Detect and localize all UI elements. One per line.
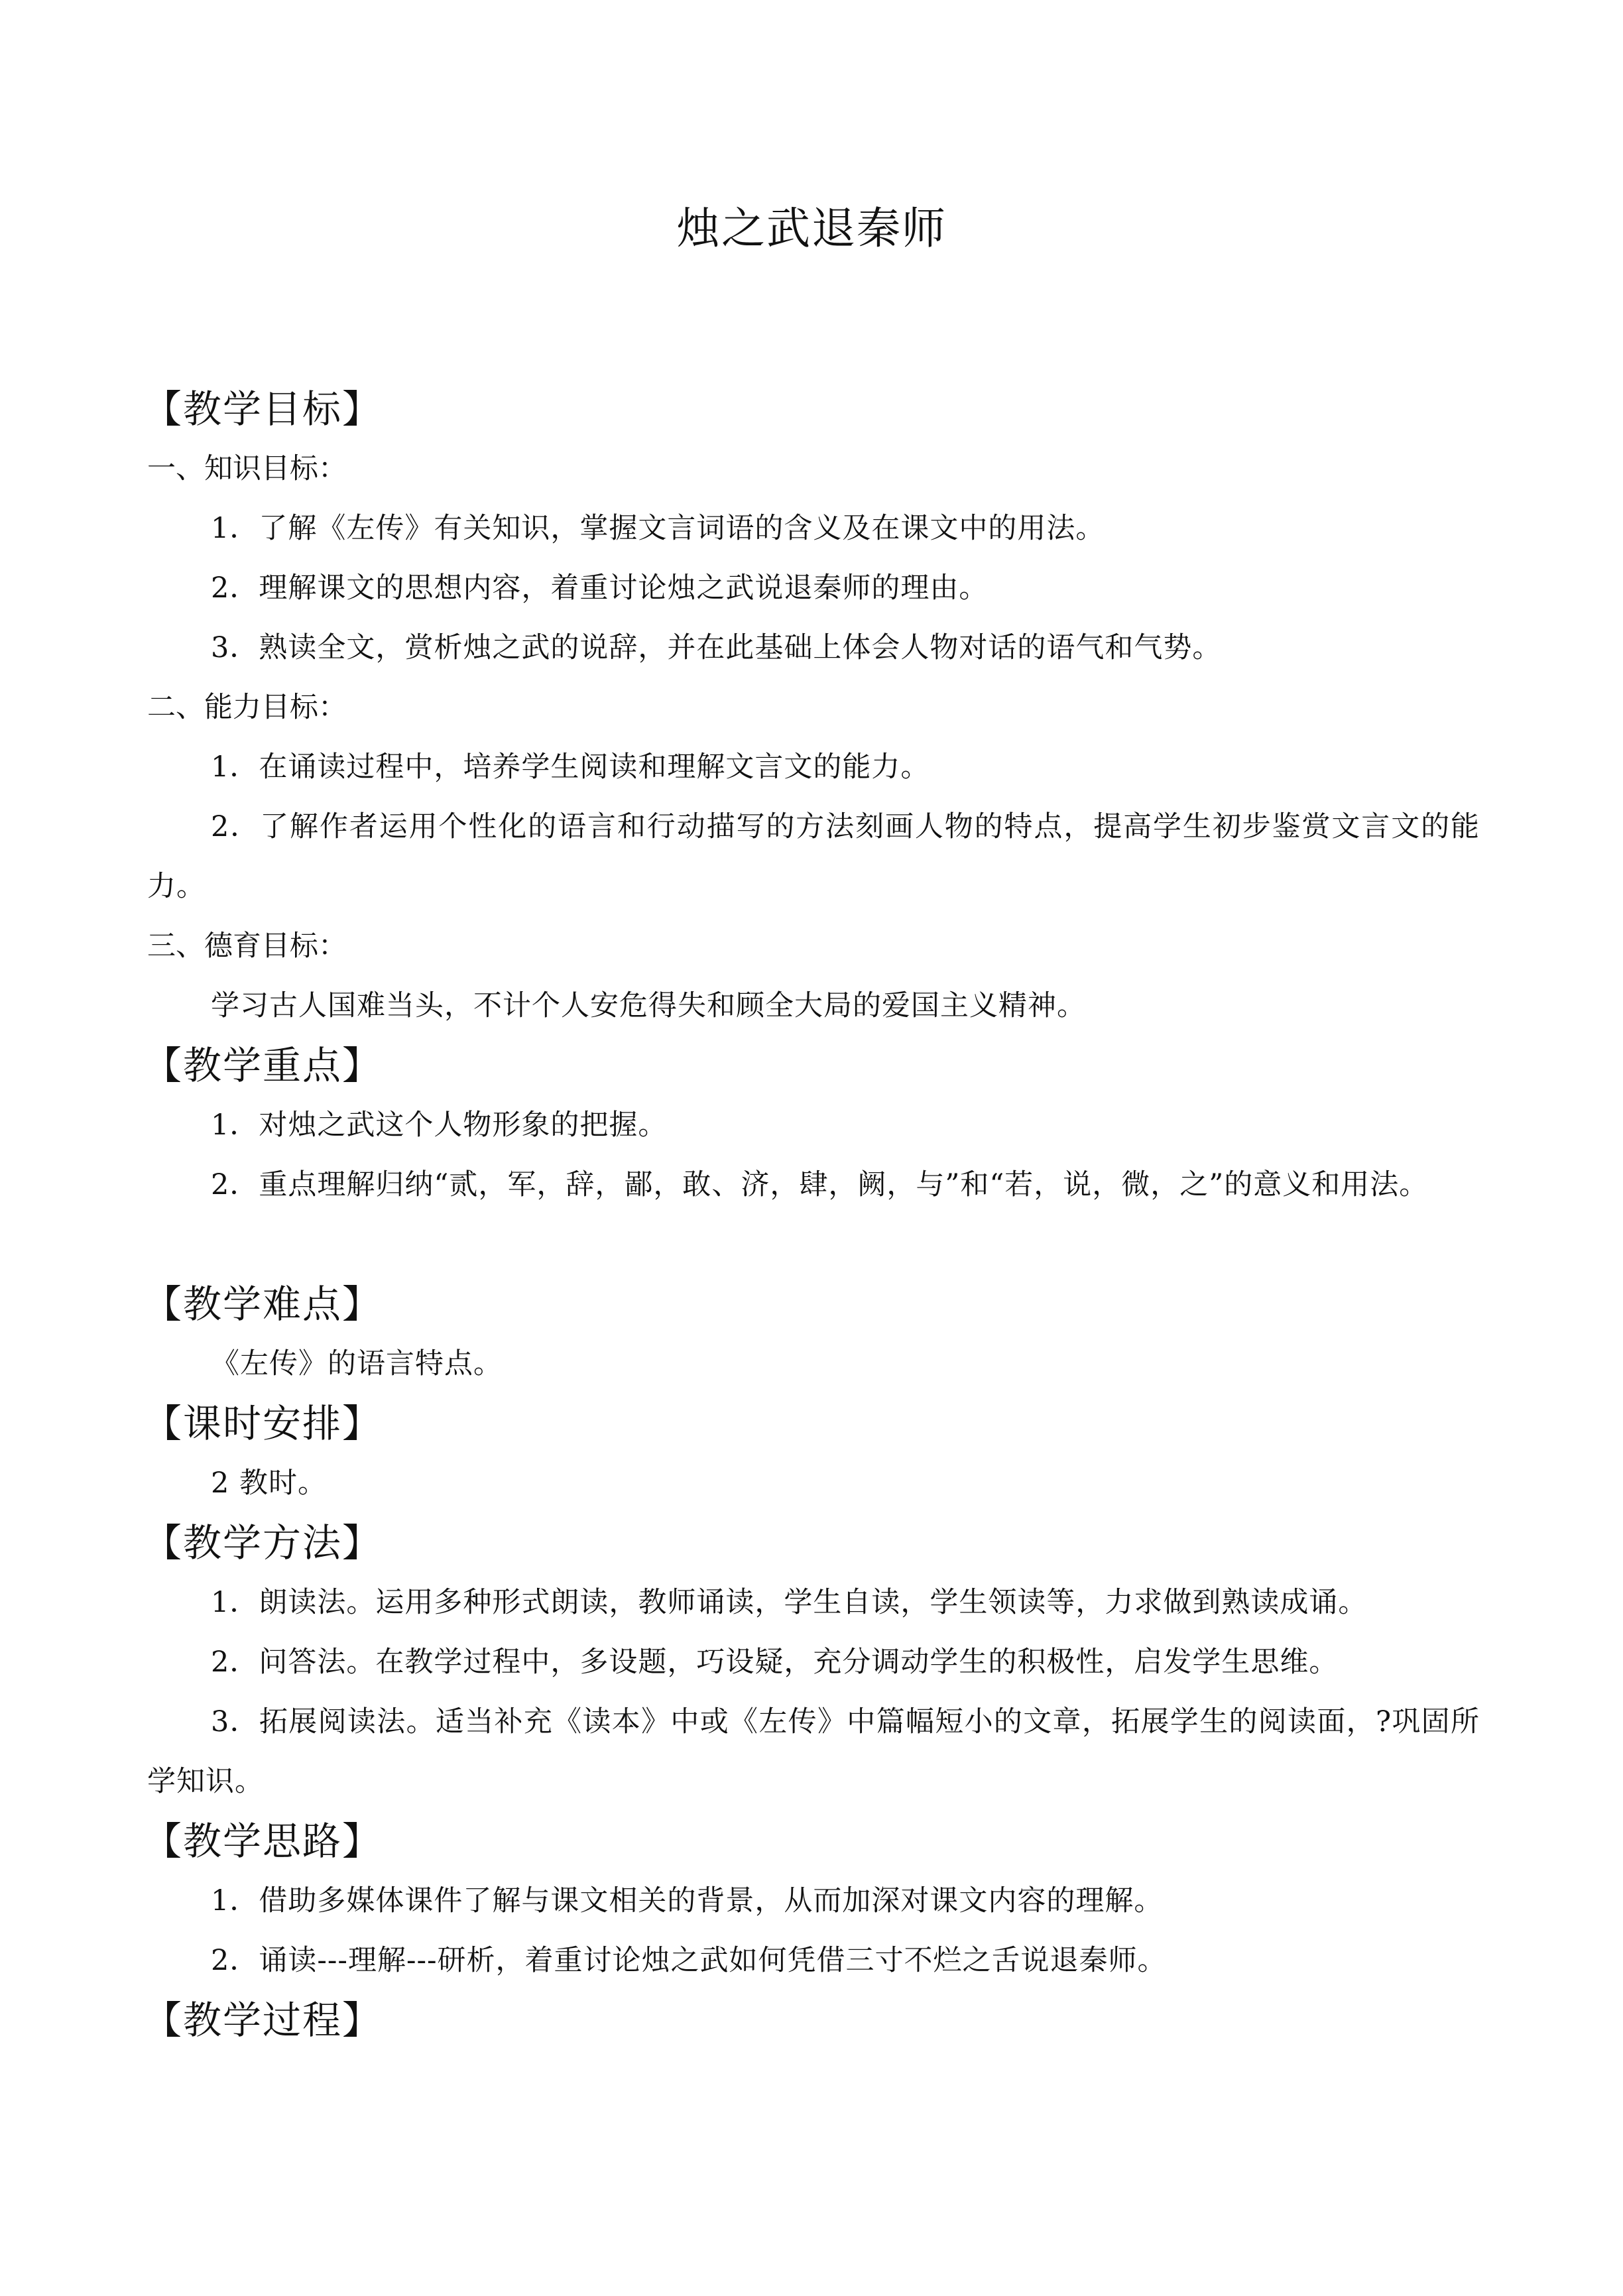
document-title: 烛之武退秦师 — [676, 203, 947, 254]
list-item: 1．借助多媒体课件了解与课文相关的背景，从而加深对课文内容的理解。 — [211, 1884, 1164, 1917]
document-body — [143, 379, 1480, 2050]
list-item: 学习古人国难当头，不计个人安危得失和顾全大局的爱国主义精神。 — [211, 989, 1086, 1022]
list-item: 2．诵读---理解---研析，着重讨论烛之武如何凭借三寸不烂之舌说退秦师。 — [211, 1944, 1167, 1977]
list-item: 2．理解课文的思想内容，着重讨论烛之武说退秦师的理由。 — [211, 572, 989, 605]
list-item: 2．了解作者运用个性化的语言和行动描写的方法刻画人物的特点，提高学生初步鉴赏文言文的能力。 — [147, 810, 1480, 903]
list-item: 1．对烛之武这个人物形象的把握。 — [211, 1109, 668, 1142]
section-heading-difficulties: 【教学难点】 — [143, 1282, 383, 1327]
section-heading-key-points: 【教学重点】 — [143, 1043, 383, 1088]
list-item: 《左传》的语言特点。 — [211, 1347, 503, 1380]
section-heading-approach: 【教学思路】 — [143, 1819, 383, 1864]
subheading-ability-goals: 二、能力目标： — [147, 691, 347, 724]
list-item: 1．朗读法。运用多种形式朗读，教师诵读，学生自读，学生领读等，力求做到熟读成诵。 — [211, 1586, 1368, 1619]
list-item: 2 教时。 — [211, 1467, 328, 1500]
list-item: 2．问答法。在教学过程中，多设题，巧设疑，充分调动学生的积极性，启发学生思维。 — [211, 1646, 1339, 1679]
section-heading-process: 【教学过程】 — [143, 1998, 383, 2043]
section-heading-methods: 【教学方法】 — [143, 1520, 383, 1565]
list-item: 2．重点理解归纳“贰，军，辞，鄙，敢、济，肆，阙，与”和“若，说，微，之”的意义和用法。 — [211, 1168, 1429, 1201]
list-item: 1．了解《左传》有关知识，掌握文言词语的含义及在课文中的用法。 — [211, 512, 1105, 545]
list-item: 3．拓展阅读法。适当补充《读本》中或《左传》中篇幅短小的文章，拓展学生的阅读面，?巩固所学知识。 — [147, 1705, 1480, 1798]
list-item: 1．在诵读过程中，培养学生阅读和理解文言文的能力。 — [211, 751, 930, 784]
list-item: 3．熟读全文，赏析烛之武的说辞，并在此基础上体会人物对话的语气和气势。 — [211, 631, 1222, 664]
section-heading-schedule: 【课时安排】 — [143, 1401, 383, 1446]
subheading-knowledge-goals: 一、知识目标： — [147, 452, 347, 485]
subheading-moral-goals: 三、德育目标： — [147, 930, 347, 963]
section-heading-objectives: 【教学目标】 — [143, 387, 383, 432]
